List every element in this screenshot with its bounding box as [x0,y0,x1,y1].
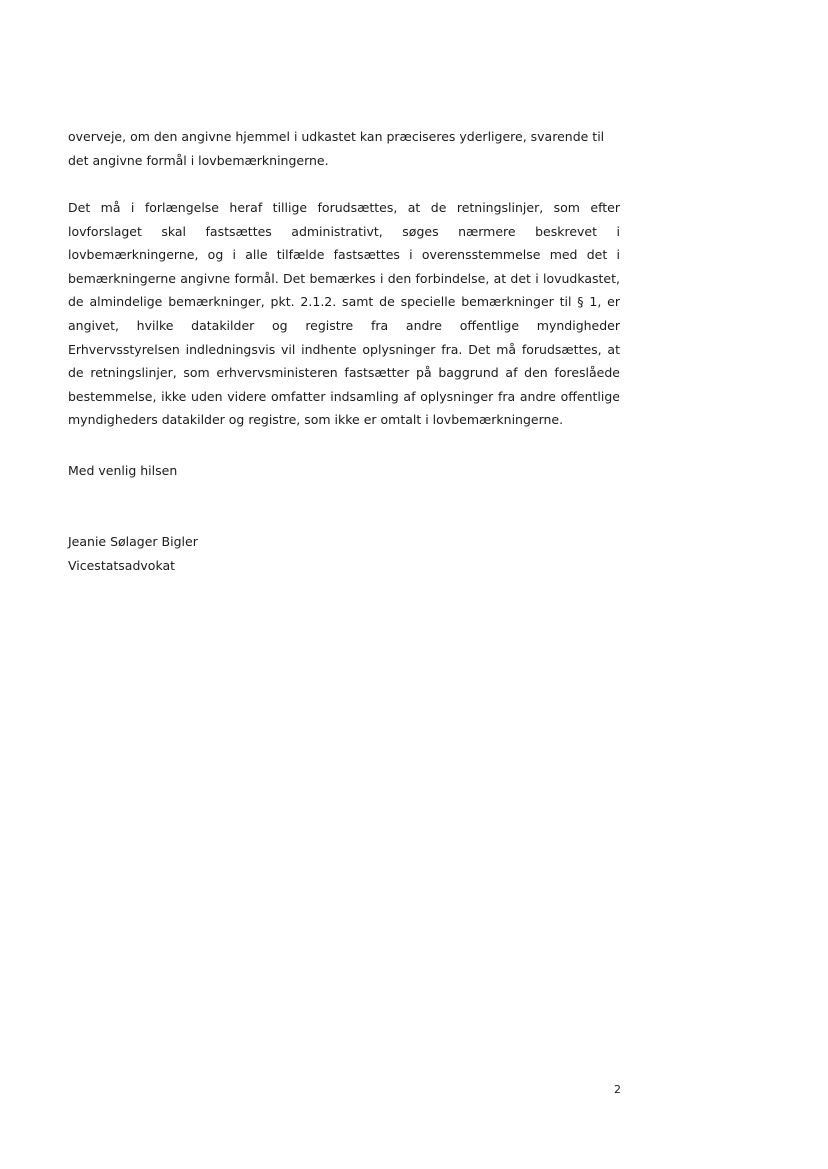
signatory-title: Vicestatsadvokat [68,558,176,573]
page-number: 2 [614,1083,621,1096]
signatory-name: Jeanie Sølager Bigler [68,534,198,549]
paragraph-continuation: overveje, om den angivne hjemmel i udkastet kan præciseres yderligere, svarende til det angivne formål i lovbemærkningerne. [68,129,605,168]
paragraph-body: Det må i forlængelse heraf tillige forudsættes, at de retningslinjer, som efter lovforslaget skal fastsættes administrativt, søges nærmere beskrevet i lovbemærkningerne, og i alle tilfælde fastsættes i overensstemmelse med det i bemærkningerne angivne formål. Det bemærkes i den forbindelse, at det i lovudkastet, de almindelige bemærkninger, pkt. 2.1.2. samt de specielle bemærkninger til § 1, er angivet, hvilke datakilder og registre fra andre offentlige myndigheder Erhvervsstyrelsen indledningsvis vil indhente oplysninger fra. Det må forudsættes, at de retningslinjer, som erhvervsministeren fastsætter på baggrund af den foreslåede bestemmelse, ikke uden videre omfatter indsamling af oplysninger fra andre offentlige myndigheders datakilder og registre, som ikke er omtalt i lovbemærkningerne. [68,200,620,428]
closing-salutation: Med venlig hilsen [68,463,178,478]
